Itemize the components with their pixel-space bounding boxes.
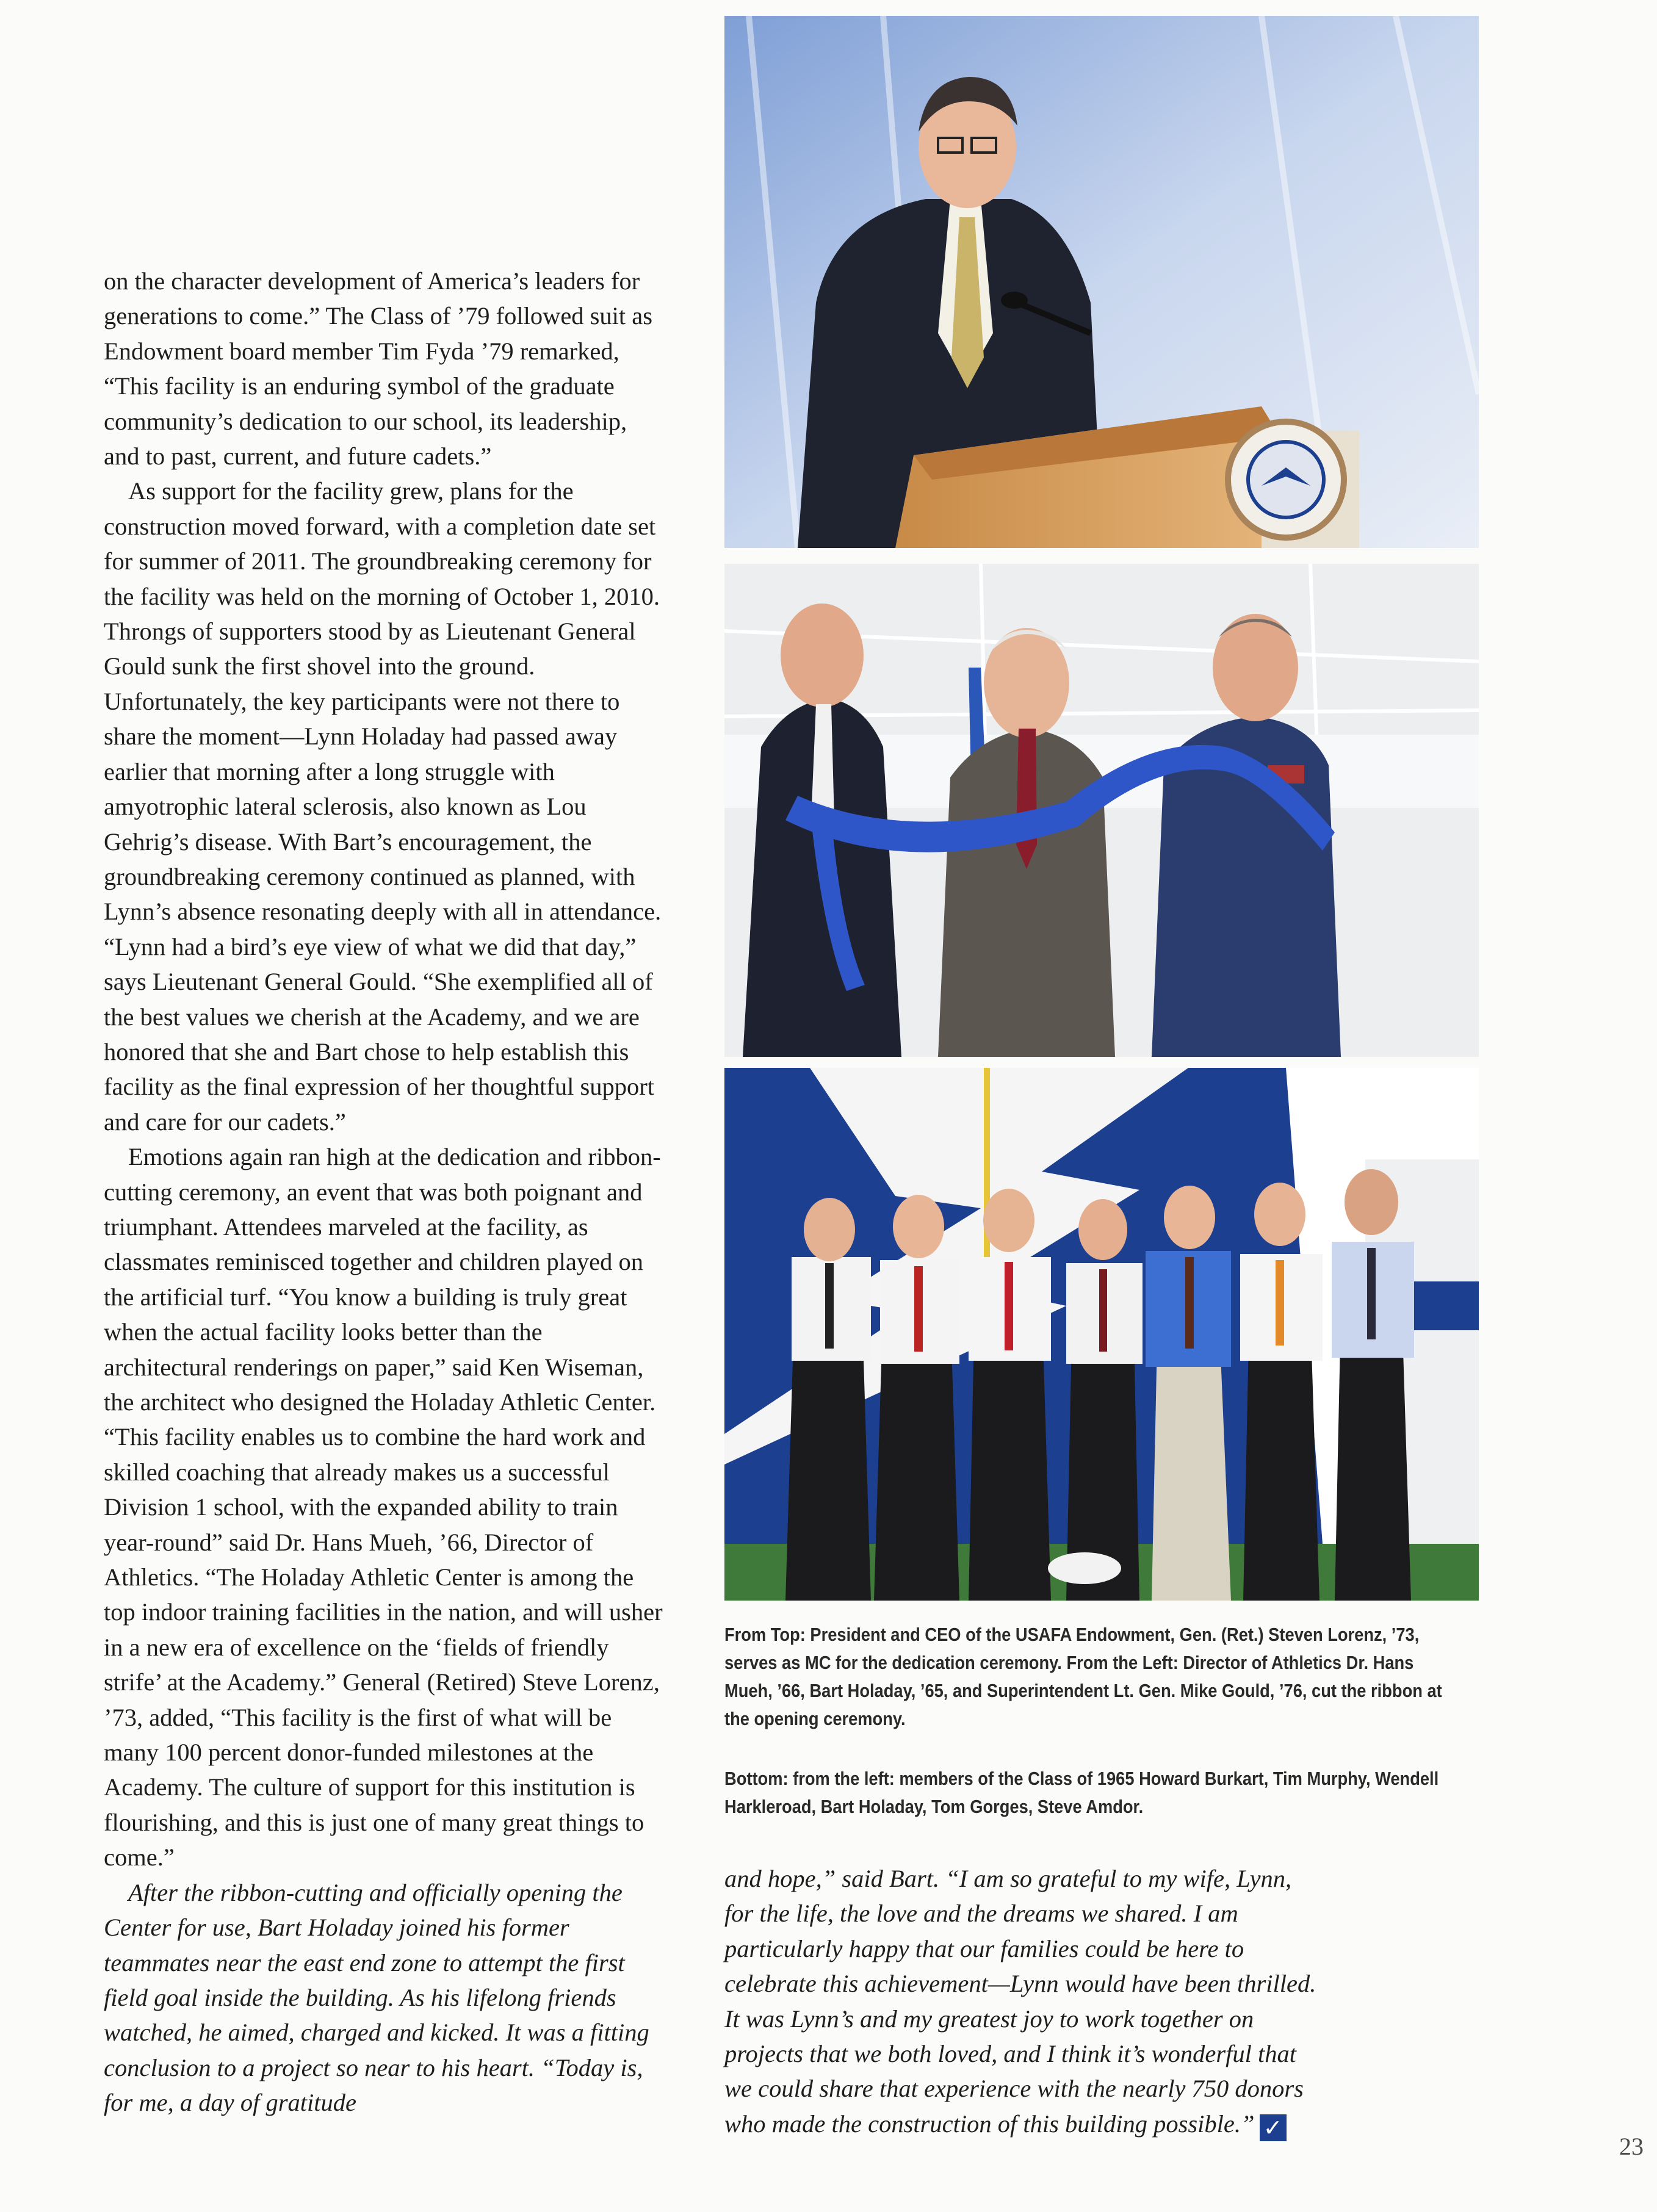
left-article-column [104, 264, 665, 2120]
photo-caption-top [724, 1621, 1465, 1733]
closing-quote [724, 1861, 1323, 2141]
page-number: 23 [1619, 2133, 1644, 2160]
photo-speaker-at-podium [724, 16, 1479, 548]
paragraph-2: As support for the facility grew, plans for the construction moved forward, with a completion date set for summer of 2011. The groundbreaking ceremony for the facility was held on the morning of October 1, 2010. Throngs of supporters stood by as Lieutenant General Gould sunk the first shovel into the ground. Unfortunately, the key participants were not there to share the moment—Lynn Holaday had passed away earlier that morning after a long struggle with amyotrophic lateral sclerosis, also known as Lou Gehrig’s disease. With Bart’s encouragement, the groundbreaking ceremony continued as planned, with Lynn’s absence resonating deeply with all in attendance. “Lynn had a bird’s eye view of what we did that day,” says Lieutenant General Gould. “She exemplified all of the best values we cherish at the Academy, and we are honored that she and Bart chose to help establish this facility as the final expression of her thoughtful support and care for our cadets.” [104, 477, 662, 1136]
check-square-icon: ✓ [1260, 2114, 1287, 2141]
caption-bottom-text: Bottom: from the left: members of the Class of 1965 Howard Burkart, Tim Murphy, Wendell Harkleroad, Bart Holaday, Tom Gorges, Steve Amdor. [724, 1768, 1439, 1817]
photo-caption-bottom [724, 1765, 1465, 1821]
paragraph-3: Emotions again ran high at the dedication and ribbon-cutting ceremony, an event that was both poignant and triumphant. Attendees marveled at the facility, as classmates reminisced together and children played on the artificial turf. “You know a building is truly great when the actual facility looks better than the architectural renderings on paper,” said Ken Wiseman, the architect who designed the Holaday Athletic Center. “This facility enables us to combine the hard work and skilled coaching that already makes us a successful Division 1 school, with the expanded ability to train year-round” said Dr. Hans Mueh, ’66, Director of Athletics. “The Holaday Athletic Center is among the top indoor training facilities in the nation, and will usher in a new era of excellence on the ‘fields of friendly strife’ at the Academy.” General (Retired) Steve Lorenz, ’73, added, “This facility is the first of what will be many 100 percent donor-funded milestones at the Academy. The culture of support for this institution is flourishing, and this is just one of many great things to come.” [104, 1143, 663, 1872]
paragraph-4: After the ribbon-cutting and officially opening the Center for use, Bart Holaday joined his former teammates near the east end zone to attempt the first field goal inside the building. As his lifelong friends watched, he aimed, charged and kicked. It was a fitting conclusion to a project so near to his heart. “Today is, for me, a day of gratitude [104, 1878, 649, 2117]
photo-class-of-1965 [724, 1068, 1479, 1601]
photo-ribbon-cutting [724, 564, 1479, 1057]
paragraph-1: on the character development of America’s leaders for generations to come.” The Class of ’79 followed suit as Endowment board member Tim Fyda ’79 remarked, “This facility is an enduring symbol of the graduate community’s dedication to our school, its leadership, and to past, current, and future cadets.” [104, 267, 653, 470]
caption-top-text: From Top: President and CEO of the USAFA Endowment, Gen. (Ret.) Steven Lorenz, ’73, serves as MC for the dedication ceremony. From the Left: Director of Athletics Dr. Hans Mueh, ’66, Bart Holaday, ’65, and Superintendent Lt. Gen. Mike Gould, ’76, cut the ribbon at the opening ceremony. [724, 1624, 1442, 1729]
closing-quote-text: and hope,” said Bart. “I am so grateful to my wife, Lynn, for the life, the love and the dreams we shared. I am particularly happy that our families could be here to celebrate this achievement—Lynn would have been thrilled. It was Lynn’s and my greatest joy to work together on projects that we both loved, and I think it’s wonderful that we could share that experience with the nearly 750 donors who made the construction of this building possible.” [724, 1865, 1316, 2138]
right-article-column [724, 1861, 1323, 2141]
eagle-seal-icon [1248, 442, 1324, 517]
